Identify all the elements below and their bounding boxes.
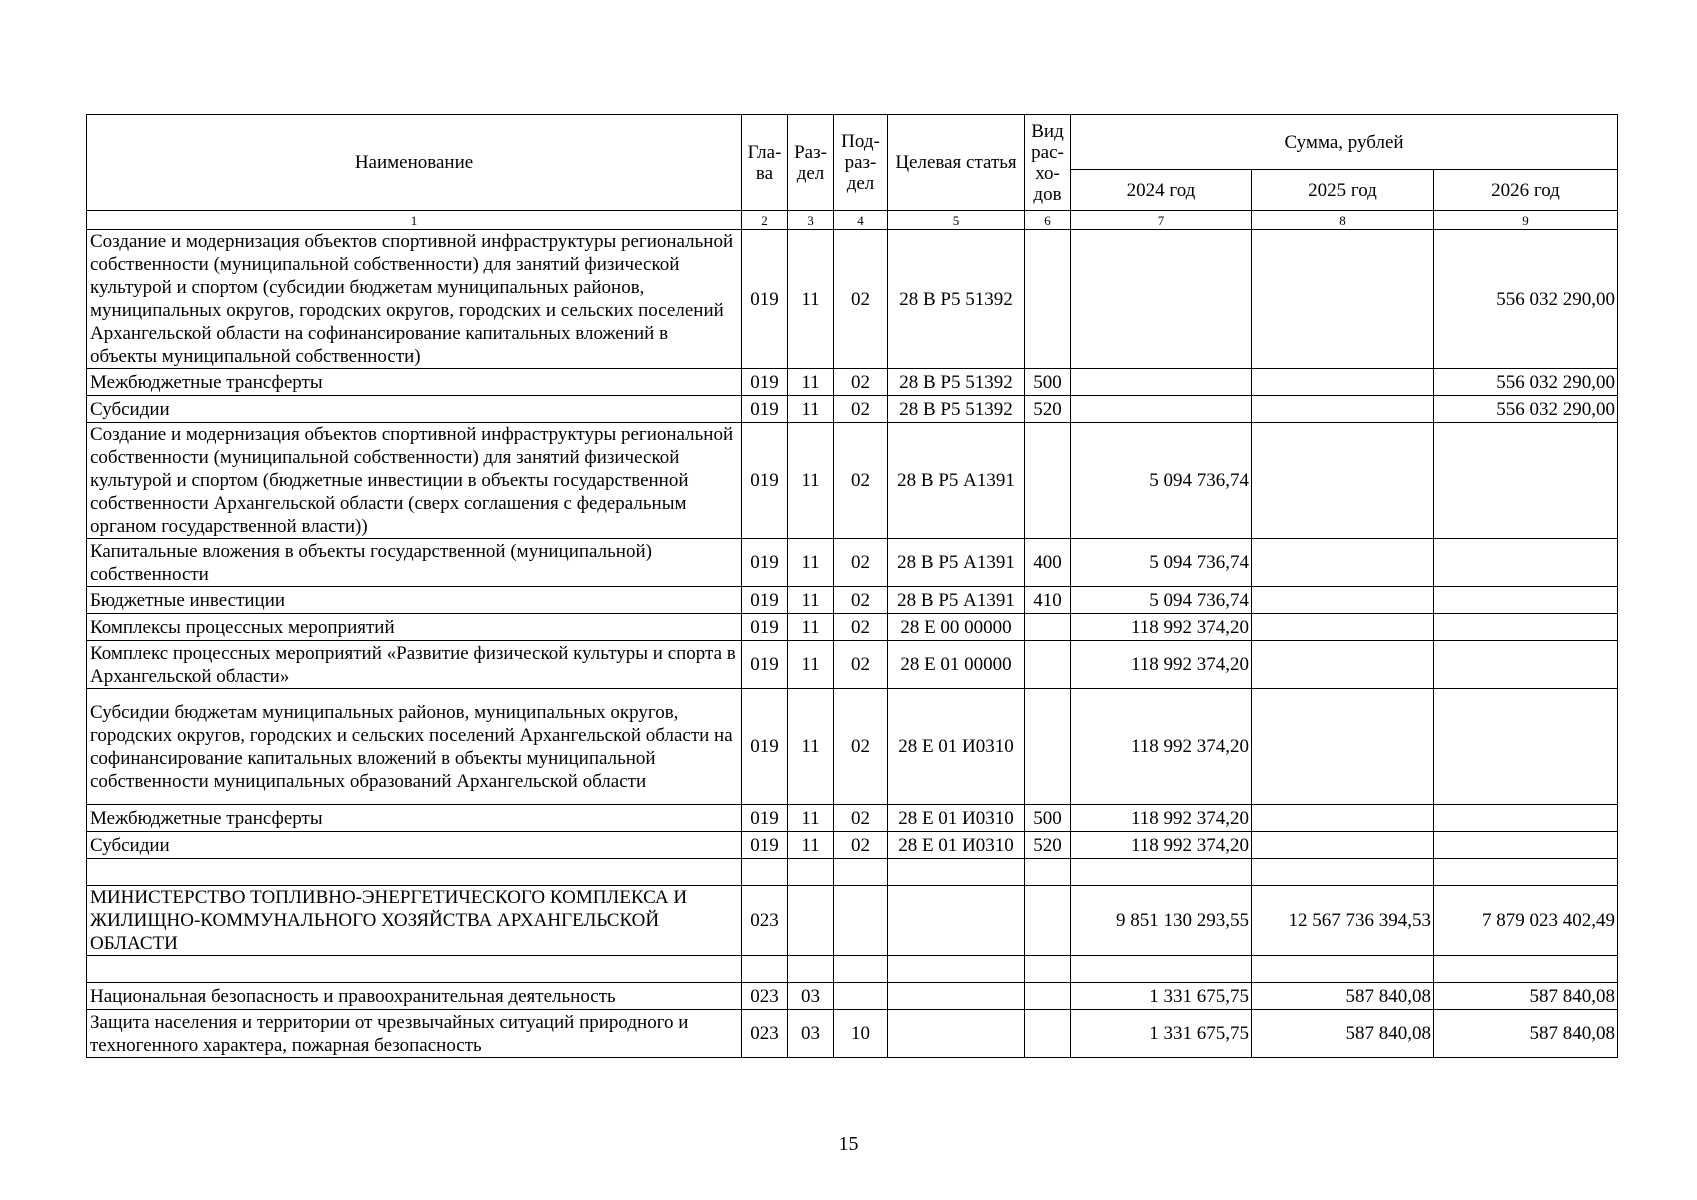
row-razdel: 11 — [788, 587, 834, 614]
row-target-article: 28 Е 01 00000 — [888, 641, 1025, 689]
row-amount-2026: 587 840,08 — [1434, 1010, 1618, 1058]
row-name — [87, 859, 742, 886]
row-amount-2025 — [1252, 832, 1434, 859]
row-target-article — [888, 859, 1025, 886]
row-amount-2025 — [1252, 230, 1434, 369]
table-row — [87, 832, 1618, 859]
row-razdel: 11 — [788, 539, 834, 587]
row-target-article: 28 Е 01 И0310 — [888, 832, 1025, 859]
row-target-article: 28 В Р5 А1391 — [888, 539, 1025, 587]
row-amount-2026 — [1434, 641, 1618, 689]
row-amount-2025 — [1252, 423, 1434, 539]
row-amount-2026: 556 032 290,00 — [1434, 396, 1618, 423]
row-amount-2024: 5 094 736,74 — [1071, 539, 1252, 587]
row-podrazdel — [834, 983, 888, 1010]
row-glava: 019 — [742, 689, 788, 805]
table-row — [87, 956, 1618, 983]
row-razdel: 11 — [788, 396, 834, 423]
row-glava — [742, 859, 788, 886]
row-amount-2025: 12 567 736 394,53 — [1252, 886, 1434, 956]
row-razdel: 11 — [788, 832, 834, 859]
table-row — [87, 423, 1618, 539]
row-name: Бюджетные инвестиции — [87, 587, 742, 614]
row-target-article — [888, 1010, 1025, 1058]
header-target: Целевая статья — [888, 115, 1025, 211]
row-expense-type — [1025, 956, 1071, 983]
row-expense-type: 500 — [1025, 805, 1071, 832]
row-amount-2025: 587 840,08 — [1252, 1010, 1434, 1058]
row-amount-2025 — [1252, 396, 1434, 423]
table-row — [87, 1010, 1618, 1058]
row-glava: 019 — [742, 587, 788, 614]
row-name: Субсидии — [87, 396, 742, 423]
row-target-article: 28 В Р5 51392 — [888, 369, 1025, 396]
row-expense-type: 520 — [1025, 832, 1071, 859]
row-glava: 019 — [742, 369, 788, 396]
table-row — [87, 369, 1618, 396]
column-number: 4 — [834, 211, 888, 230]
row-amount-2025 — [1252, 641, 1434, 689]
row-amount-2025 — [1252, 956, 1434, 983]
row-glava: 019 — [742, 641, 788, 689]
row-amount-2026: 587 840,08 — [1434, 983, 1618, 1010]
row-amount-2025 — [1252, 805, 1434, 832]
row-glava: 019 — [742, 832, 788, 859]
table-row — [87, 614, 1618, 641]
row-name: Национальная безопасность и правоохранительная деятельность — [87, 983, 742, 1010]
row-name: Комплексы процессных мероприятий — [87, 614, 742, 641]
row-podrazdel: 02 — [834, 689, 888, 805]
row-expense-type — [1025, 859, 1071, 886]
table-row — [87, 587, 1618, 614]
row-name: Межбюджетные трансферты — [87, 369, 742, 396]
row-glava: 023 — [742, 886, 788, 956]
row-amount-2026 — [1434, 689, 1618, 805]
table-row — [87, 230, 1618, 369]
row-target-article: 28 В Р5 51392 — [888, 230, 1025, 369]
row-amount-2026 — [1434, 832, 1618, 859]
row-amount-2026 — [1434, 587, 1618, 614]
row-razdel — [788, 859, 834, 886]
header-year-2024: 2024 год — [1071, 170, 1252, 211]
column-number: 1 — [87, 211, 742, 230]
row-amount-2024 — [1071, 230, 1252, 369]
row-glava: 019 — [742, 805, 788, 832]
row-amount-2024: 118 992 374,20 — [1071, 641, 1252, 689]
row-expense-type: 410 — [1025, 587, 1071, 614]
row-expense-type — [1025, 983, 1071, 1010]
header-glava: Гла-ва — [742, 115, 788, 211]
row-amount-2024: 5 094 736,74 — [1071, 587, 1252, 614]
row-amount-2024: 1 331 675,75 — [1071, 983, 1252, 1010]
header-vid: Вид рас-хо-дов — [1025, 115, 1071, 211]
row-expense-type: 500 — [1025, 369, 1071, 396]
row-amount-2025 — [1252, 614, 1434, 641]
header-podrazdel: Под-раз-дел — [834, 115, 888, 211]
row-amount-2026: 556 032 290,00 — [1434, 230, 1618, 369]
budget-table — [86, 114, 1618, 1058]
table-row — [87, 983, 1618, 1010]
column-number: 7 — [1071, 211, 1252, 230]
row-amount-2024: 9 851 130 293,55 — [1071, 886, 1252, 956]
column-number: 3 — [788, 211, 834, 230]
row-name: Комплекс процессных мероприятий «Развитие физической культуры и спорта в Архангельской области» — [87, 641, 742, 689]
row-podrazdel — [834, 859, 888, 886]
row-amount-2026 — [1434, 423, 1618, 539]
row-glava — [742, 956, 788, 983]
row-podrazdel: 10 — [834, 1010, 888, 1058]
column-number: 9 — [1434, 211, 1618, 230]
row-name: Капитальные вложения в объекты государственной (муниципальной) собственности — [87, 539, 742, 587]
row-razdel: 11 — [788, 805, 834, 832]
header-razdel: Раз-дел — [788, 115, 834, 211]
row-razdel: 11 — [788, 369, 834, 396]
row-amount-2025 — [1252, 539, 1434, 587]
row-amount-2024 — [1071, 369, 1252, 396]
row-expense-type — [1025, 689, 1071, 805]
row-razdel: 03 — [788, 1010, 834, 1058]
row-razdel: 11 — [788, 230, 834, 369]
row-expense-type — [1025, 886, 1071, 956]
row-podrazdel: 02 — [834, 396, 888, 423]
header-year-2025: 2025 год — [1252, 170, 1434, 211]
row-amount-2024: 118 992 374,20 — [1071, 689, 1252, 805]
row-name: Создание и модернизация объектов спортивной инфраструктуры региональной собственности (муниципальной собственности) для занятий физической культурой и спортом (бюджетные инвестиции в объекты государственной собственности Архангельской области (сверх соглашения с федеральным органом государственной власти)) — [87, 423, 742, 539]
row-expense-type — [1025, 641, 1071, 689]
row-expense-type — [1025, 1010, 1071, 1058]
table-row — [87, 805, 1618, 832]
row-amount-2026 — [1434, 614, 1618, 641]
row-razdel: 11 — [788, 689, 834, 805]
row-podrazdel: 02 — [834, 805, 888, 832]
column-number: 8 — [1252, 211, 1434, 230]
row-podrazdel — [834, 956, 888, 983]
table-row — [87, 689, 1618, 805]
row-target-article: 28 В Р5 А1391 — [888, 423, 1025, 539]
row-podrazdel: 02 — [834, 614, 888, 641]
row-amount-2024: 118 992 374,20 — [1071, 832, 1252, 859]
row-podrazdel: 02 — [834, 641, 888, 689]
header-name: Наименование — [87, 115, 742, 211]
row-name: Межбюджетные трансферты — [87, 805, 742, 832]
row-name: Субсидии бюджетам муниципальных районов, муниципальных округов, городских округов, городских и сельских поселений Архангельской области на софинансирование капитальных вложений в объекты муниципальной собственности муниципальных образований Архангельской области — [87, 689, 742, 805]
row-glava: 019 — [742, 614, 788, 641]
row-amount-2024: 118 992 374,20 — [1071, 805, 1252, 832]
row-amount-2025 — [1252, 689, 1434, 805]
row-podrazdel: 02 — [834, 587, 888, 614]
row-name: Создание и модернизация объектов спортивной инфраструктуры региональной собственности (муниципальной собственности) для занятий физической культурой и спортом (субсидии бюджетам муниципальных районов, муниципальных округов, городских округов, городских и сельских поселений Архангельской области на софинансирование капитальных вложений в объекты муниципальной собственности) — [87, 230, 742, 369]
row-name: Субсидии — [87, 832, 742, 859]
row-target-article — [888, 956, 1025, 983]
row-glava: 019 — [742, 539, 788, 587]
row-razdel: 11 — [788, 641, 834, 689]
row-razdel: 11 — [788, 423, 834, 539]
row-amount-2026 — [1434, 859, 1618, 886]
row-podrazdel — [834, 886, 888, 956]
row-expense-type — [1025, 423, 1071, 539]
row-amount-2026: 556 032 290,00 — [1434, 369, 1618, 396]
row-amount-2025 — [1252, 587, 1434, 614]
table-row — [87, 539, 1618, 587]
row-expense-type — [1025, 230, 1071, 369]
row-amount-2024 — [1071, 396, 1252, 423]
row-target-article — [888, 983, 1025, 1010]
row-name — [87, 956, 742, 983]
row-razdel: 11 — [788, 614, 834, 641]
header-year-2026: 2026 год — [1434, 170, 1618, 211]
row-amount-2026 — [1434, 539, 1618, 587]
row-podrazdel: 02 — [834, 369, 888, 396]
row-amount-2024 — [1071, 956, 1252, 983]
row-glava: 023 — [742, 983, 788, 1010]
row-glava: 019 — [742, 230, 788, 369]
row-amount-2025 — [1252, 369, 1434, 396]
row-glava: 019 — [742, 396, 788, 423]
row-razdel: 03 — [788, 983, 834, 1010]
row-target-article: 28 В Р5 А1391 — [888, 587, 1025, 614]
row-amount-2026 — [1434, 805, 1618, 832]
row-expense-type — [1025, 614, 1071, 641]
page-number: 15 — [838, 1133, 859, 1155]
row-podrazdel: 02 — [834, 230, 888, 369]
row-glava: 019 — [742, 423, 788, 539]
row-razdel — [788, 886, 834, 956]
row-podrazdel: 02 — [834, 832, 888, 859]
table-row — [87, 641, 1618, 689]
row-expense-type: 520 — [1025, 396, 1071, 423]
row-target-article: 28 В Р5 51392 — [888, 396, 1025, 423]
table-header — [87, 115, 1618, 230]
row-name: Защита населения и территории от чрезвычайных ситуаций природного и техногенного характера, пожарная безопасность — [87, 1010, 742, 1058]
header-sum: Сумма, рублей — [1071, 115, 1618, 170]
row-amount-2024: 118 992 374,20 — [1071, 614, 1252, 641]
row-target-article: 28 Е 00 00000 — [888, 614, 1025, 641]
row-amount-2025: 587 840,08 — [1252, 983, 1434, 1010]
column-number-row — [87, 211, 1618, 230]
row-amount-2026 — [1434, 956, 1618, 983]
column-number: 2 — [742, 211, 788, 230]
column-number: 6 — [1025, 211, 1071, 230]
row-target-article: 28 Е 01 И0310 — [888, 805, 1025, 832]
table-row — [87, 396, 1618, 423]
column-number: 5 — [888, 211, 1025, 230]
row-amount-2024: 1 331 675,75 — [1071, 1010, 1252, 1058]
row-razdel — [788, 956, 834, 983]
row-name: МИНИСТЕРСТВО ТОПЛИВНО-ЭНЕРГЕТИЧЕСКОГО КОМПЛЕКСА И ЖИЛИЩНО-КОММУНАЛЬНОГО ХОЗЯЙСТВА АРХАНГЕЛЬСКОЙ ОБЛАСТИ — [87, 886, 742, 956]
row-amount-2024: 5 094 736,74 — [1071, 423, 1252, 539]
row-podrazdel: 02 — [834, 423, 888, 539]
row-amount-2026: 7 879 023 402,49 — [1434, 886, 1618, 956]
row-amount-2025 — [1252, 859, 1434, 886]
row-podrazdel: 02 — [834, 539, 888, 587]
table-row — [87, 886, 1618, 956]
row-expense-type: 400 — [1025, 539, 1071, 587]
row-amount-2024 — [1071, 859, 1252, 886]
row-target-article: 28 Е 01 И0310 — [888, 689, 1025, 805]
table-row — [87, 859, 1618, 886]
table-body — [87, 230, 1618, 1058]
row-glava: 023 — [742, 1010, 788, 1058]
row-target-article — [888, 886, 1025, 956]
